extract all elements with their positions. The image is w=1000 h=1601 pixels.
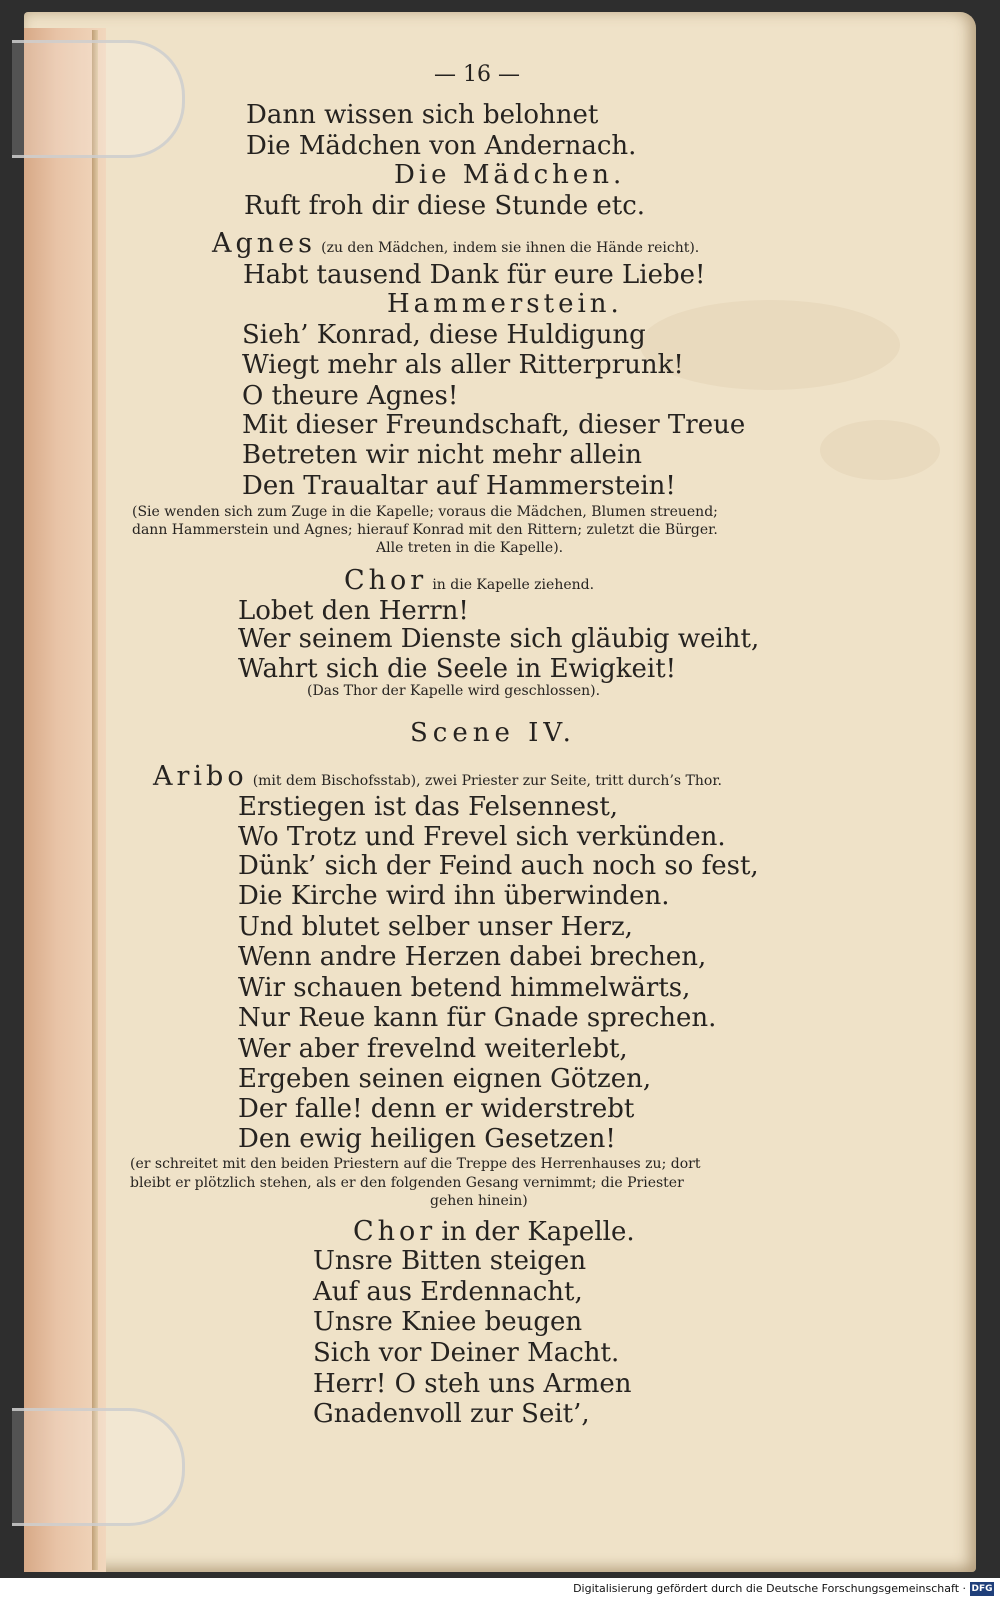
verse-line: Wiegt mehr als aller Ritterprunk!	[242, 350, 684, 380]
stage-direction: in der Kapelle.	[441, 1217, 635, 1247]
speaker-name: Agnes	[212, 228, 317, 259]
verse-line: Unsre Bitten steigen	[313, 1246, 587, 1276]
speaker-heading	[153, 761, 722, 792]
speaker-heading	[212, 228, 699, 259]
funding-credit: Digitalisierung gefördert durch die Deutsche Forschungsgemeinschaft ·	[573, 1582, 966, 1595]
verse-line: Nur Reue kann für Gnade sprechen.	[238, 1003, 717, 1033]
stage-direction: in die Kapelle ziehend.	[432, 577, 595, 593]
verse-line: Auf aus Erdennacht,	[313, 1277, 583, 1307]
stage-direction: Alle treten in die Kapelle).	[376, 540, 564, 556]
stage-direction: (zu den Mädchen, indem sie ihnen die Hände reicht).	[321, 240, 700, 256]
page-gutter	[92, 30, 98, 1570]
scene-heading: Scene IV.	[410, 718, 576, 748]
verse-line: Sieh’ Konrad, diese Huldigung	[242, 320, 646, 350]
page-clip-top	[12, 40, 185, 158]
verse-line: Wo Trotz und Frevel sich verkünden.	[238, 822, 726, 852]
page-clip-bottom	[12, 1408, 185, 1526]
verse-line: Den ewig heiligen Gesetzen!	[238, 1124, 616, 1154]
speaker-name: Die Mädchen.	[394, 160, 626, 190]
stage-direction: gehen hinein)	[430, 1193, 528, 1209]
stage-direction: (Sie wenden sich zum Zuge in die Kapelle; voraus die Mädchen, Blumen streuend;	[132, 504, 718, 520]
speaker-name: Chor	[344, 565, 428, 596]
verse-line: Wenn andre Herzen dabei brechen,	[238, 942, 707, 972]
speaker-name: Aribo	[153, 761, 248, 792]
verse-line: Herr! O steh uns Armen	[313, 1369, 632, 1399]
verse-line: Dann wissen sich belohnet	[246, 100, 599, 130]
speaker-name: Chor	[353, 1216, 437, 1247]
verse-line: Den Traualtar auf Hammerstein!	[242, 471, 676, 501]
verse-line: Und blutet selber unser Herz,	[238, 912, 633, 942]
verse-line: Die Mädchen von Andernach.	[246, 131, 637, 161]
verse-line: Betreten wir nicht mehr allein	[242, 440, 643, 470]
verse-line: Ruft froh dir diese Stunde etc.	[244, 191, 646, 221]
verse-line: Mit dieser Freundschaft, dieser Treue	[242, 410, 746, 440]
paper-stain	[820, 420, 940, 480]
speaker-heading	[344, 565, 594, 596]
stage-direction: (mit dem Bischofsstab), zwei Priester zur Seite, tritt durch’s Thor.	[252, 773, 722, 789]
page-number: — 16 —	[434, 62, 520, 87]
speaker-heading	[353, 1216, 635, 1247]
stage-direction: (Das Thor der Kapelle wird geschlossen).	[307, 683, 601, 699]
dfg-logo: DFG	[971, 1584, 993, 1594]
verse-line: Der falle! denn er widerstrebt	[238, 1094, 635, 1124]
verse-line: Wer seinem Dienste sich gläubig weiht,	[238, 624, 760, 654]
verse-line: Lobet den Herrn!	[238, 596, 469, 626]
verse-line: O theure Agnes!	[242, 381, 459, 411]
verse-line: Wer aber frevelnd weiterlebt,	[238, 1034, 628, 1064]
verse-line: Gnadenvoll zur Seit’,	[313, 1399, 590, 1429]
verse-line: Die Kirche wird ihn überwinden.	[238, 881, 670, 911]
stage-direction: (er schreitet mit den beiden Priestern auf die Treppe des Herrenhauses zu; dort	[130, 1156, 701, 1172]
verse-line: Wahrt sich die Seele in Ewigkeit!	[238, 654, 677, 684]
stage-direction: bleibt er plötzlich stehen, als er den folgenden Gesang vernimmt; die Priester	[130, 1175, 684, 1191]
verse-line: Ergeben seinen eignen Götzen,	[238, 1064, 652, 1094]
verse-line: Habt tausend Dank für eure Liebe!	[243, 260, 706, 290]
verse-line: Erstiegen ist das Felsennest,	[238, 792, 619, 822]
verse-line: Unsre Kniee beugen	[313, 1307, 583, 1337]
stage-direction: dann Hammerstein und Agnes; hierauf Konrad mit den Rittern; zuletzt die Bürger.	[132, 522, 718, 538]
verse-line: Sich vor Deiner Macht.	[313, 1338, 620, 1368]
verse-line: Dünk’ sich der Feind auch noch so fest,	[238, 851, 759, 881]
speaker-name: Hammerstein.	[387, 289, 623, 319]
verse-line: Wir schauen betend himmelwärts,	[238, 973, 691, 1003]
